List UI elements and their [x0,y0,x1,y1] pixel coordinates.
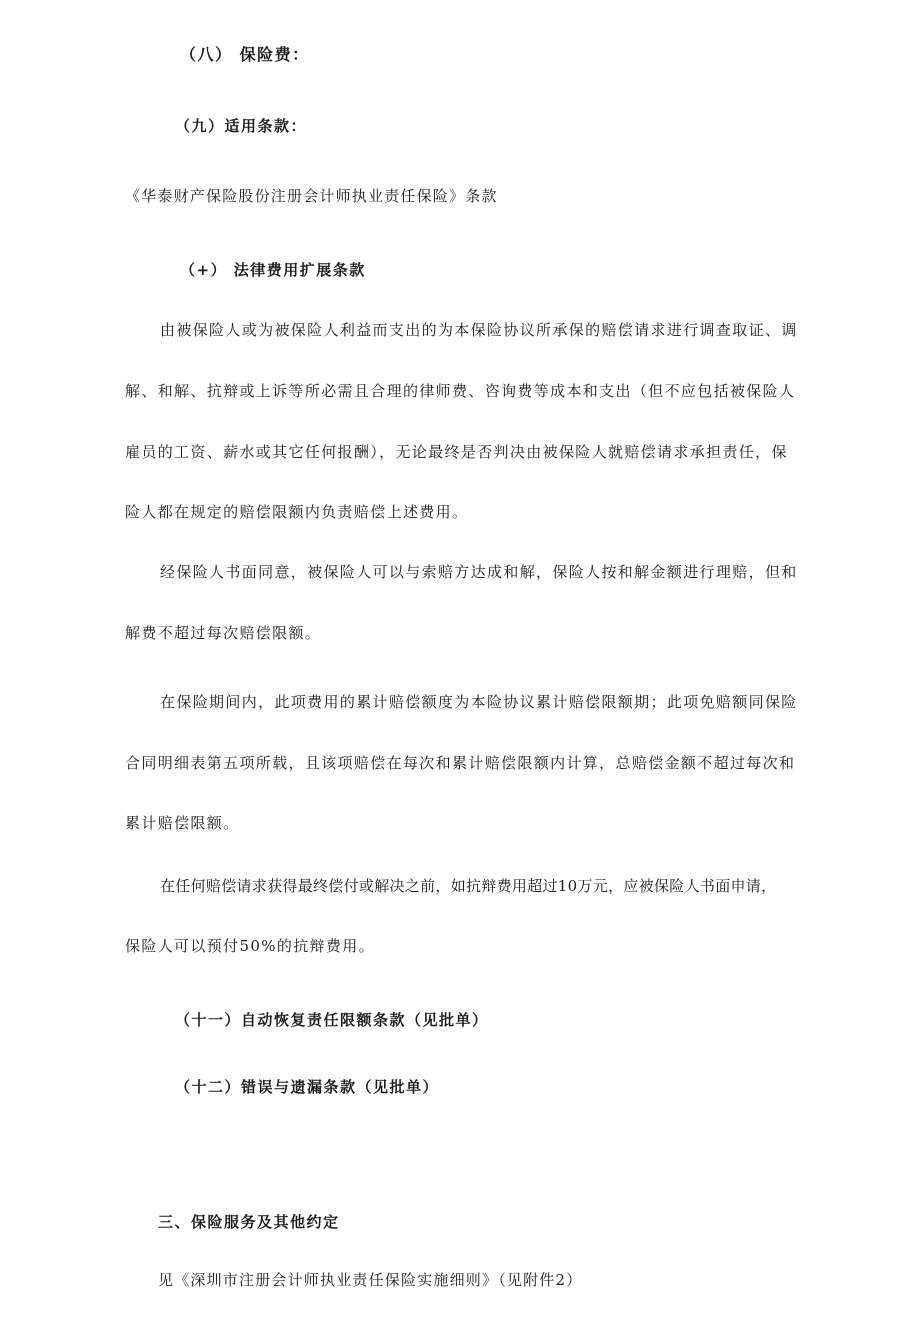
paragraph-line: 保险人可以预付50%的抗辩费用。 [125,937,375,955]
paragraph-line: 雇员的工资、薪水或其它任何报酬），无论最终是否判决由被保险人就赔偿请求承担责任，保 [125,443,788,461]
heading-legal-fees-extension: （+） 法律费用扩展条款 [180,261,366,279]
section-text-implementation-rules: 见《深圳市注册会计师执业责任保险实施细则》（见附件2） [158,1271,583,1289]
heading-auto-reinstatement: （十一）自动恢复责任限额条款（见批单） [175,1011,489,1029]
heading-applicable-clauses: （九）适用条款： [175,117,308,135]
section-title-insurance-services: 三、保险服务及其他约定 [158,1213,340,1231]
paragraph-line: 解、和解、抗辩或上诉等所必需且合理的律师费、咨询费等成本和支出（但不应包括被保险人 [125,382,796,400]
paragraph-line: 累计赔偿限额。 [125,814,240,832]
paragraph-line: 由被保险人或为被保险人利益而支出的为本保险协议所承保的赔偿请求进行调查取证、调 [160,321,798,339]
paragraph-line: 经保险人书面同意，被保险人可以与索赔方达成和解，保险人按和解金额进行理赔，但和 [160,563,798,581]
paragraph-line: 解费不超过每次赔偿限额。 [125,624,322,642]
clause-name: 《华泰财产保险股份注册会计师执业责任保险》条款 [125,187,498,205]
paragraph-line: 合同明细表第五项所载，且该项赔偿在每次和累计赔偿限额内计算，总赔偿金额不超过每次和 [125,754,796,772]
paragraph-line: 在任何赔偿请求获得最终偿付或解决之前，如抗辩费用超过10万元，应被保险人书面申请， [160,877,777,895]
paragraph-line: 险人都在规定的赔偿限额内负责赔偿上述费用。 [125,503,469,521]
paragraph-line: 在保险期间内，此项费用的累计赔偿额度为本险协议累计赔偿限额期；此项免赔额同保险 [160,693,798,711]
heading-errors-omissions: （十二）错误与遗漏条款（见批单） [175,1078,440,1096]
heading-insurance-premium: （八） 保险费： [180,45,310,64]
